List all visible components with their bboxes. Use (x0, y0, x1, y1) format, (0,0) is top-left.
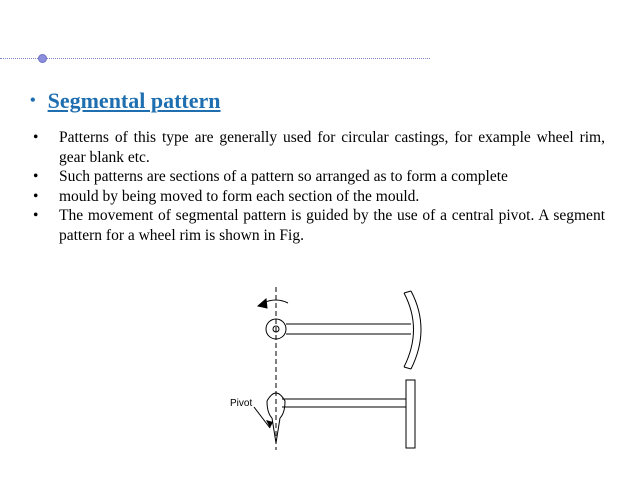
bullet-item: • The movement of segmental pattern is guided by the use of a central pivot. A segment pattern for a wheel rim is shown in Fig. (30, 206, 605, 245)
top-dotted-rule (0, 58, 430, 59)
rule-dot-icon (38, 54, 47, 63)
bullet-item: • mould by being moved to form each section of the mould. (30, 187, 605, 207)
pivot-taper-left (272, 418, 276, 443)
bullet-item: • Patterns of this type are generally used for circular castings, for example wheel rim, gear blank etc. (30, 128, 605, 167)
rim-segment-outer (411, 291, 421, 369)
rotation-arrowhead-icon (258, 299, 267, 308)
rim-segment-end (404, 291, 411, 293)
pivot-label: Pivot (230, 398, 253, 409)
bullet-icon: • (30, 92, 36, 109)
bullet-list (30, 128, 605, 245)
slide-heading (30, 88, 221, 114)
bullet-item: • Such patterns are sections of a pattern so arranged as to form a complete (30, 167, 605, 187)
pivot-taper-right (276, 418, 280, 443)
pivot-head-side (267, 401, 272, 418)
segment-pattern-figure (218, 285, 428, 455)
rim-segment-inner (404, 293, 414, 367)
heading-text: Segmental pattern (47, 88, 221, 113)
rim-segment-end (404, 367, 411, 369)
rim-side-view (406, 380, 415, 448)
